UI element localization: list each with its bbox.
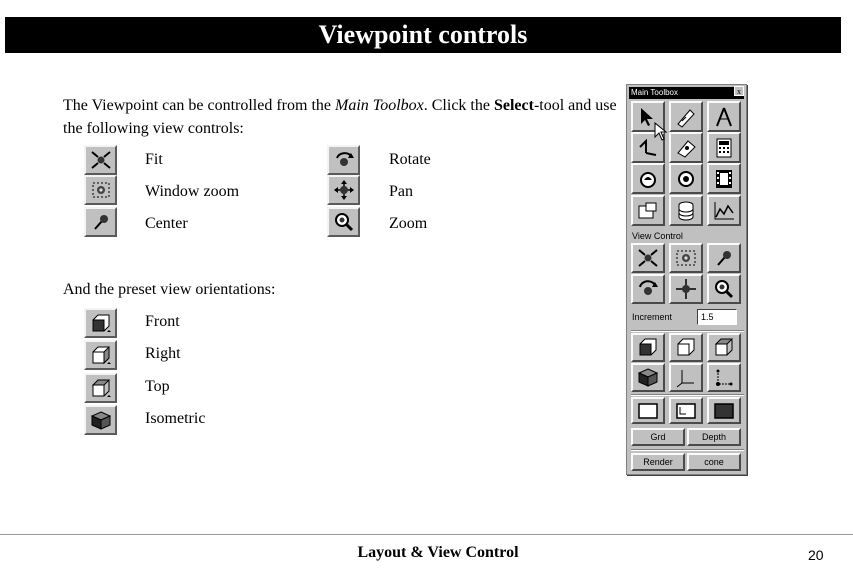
toolbox-title: Main Toolbox [629, 87, 744, 99]
tool-button-8[interactable] [669, 163, 703, 194]
top-view-icon [84, 373, 117, 403]
zoom-label: Zoom [389, 215, 428, 232]
axes-alt-icon [712, 367, 736, 389]
tool-button-7[interactable] [631, 163, 665, 194]
intro-main-toolbox: Main Toolbox [335, 97, 424, 114]
fit-icon [636, 247, 660, 269]
film-icon [712, 168, 736, 190]
window-zoom-icon [674, 247, 698, 269]
toolbox-pan-button[interactable] [669, 274, 703, 304]
window-zoom-icon [84, 175, 117, 205]
toolbox-top-button[interactable] [707, 333, 741, 362]
graph-icon [712, 200, 736, 222]
intro-text-1: The Viewpoint can be controlled from the [63, 97, 335, 114]
axes-icon [674, 367, 698, 389]
toolbox-separator-3 [631, 449, 744, 451]
right-view-icon [674, 337, 698, 359]
increment-label: Increment [632, 312, 673, 322]
rotate-icon [327, 145, 360, 175]
front-label: Front [145, 313, 180, 330]
top-view-icon [712, 337, 736, 359]
toolbox-right-button[interactable] [669, 333, 703, 362]
tool-button-9[interactable] [707, 163, 741, 194]
toolbox-center-button[interactable] [707, 243, 741, 273]
toolbox-front-button[interactable] [631, 333, 665, 362]
center-label: Center [145, 215, 188, 232]
footer-title: Layout & View Control [357, 544, 519, 561]
white-rect-icon [636, 400, 660, 422]
front-view-icon [636, 337, 660, 359]
isometric-label: Isometric [145, 410, 206, 427]
center-icon [712, 247, 736, 269]
database-icon [674, 200, 698, 222]
grd-button[interactable]: Grd [631, 428, 685, 446]
front-view-icon [84, 308, 117, 338]
toolbox-isometric-button[interactable] [631, 363, 665, 392]
fit-icon [84, 145, 117, 175]
toolbox-axes-alt-button[interactable] [707, 363, 741, 392]
calculator-icon [712, 137, 736, 159]
pan-icon [327, 175, 360, 205]
render-button[interactable]: Render [631, 453, 685, 471]
top-label: Top [145, 378, 170, 395]
center-icon [84, 207, 117, 237]
depth-button[interactable]: Depth [687, 428, 741, 446]
view-control-label: View Control [632, 231, 683, 241]
rotate-icon [636, 278, 660, 300]
mouse-cursor-icon [654, 122, 668, 142]
toolbox-window-zoom-button[interactable] [669, 243, 703, 273]
toolbox-close-button[interactable]: x [734, 86, 744, 96]
intro-select: Select [493, 97, 534, 114]
toolbox-axes-button[interactable] [669, 363, 703, 392]
tool-button-2[interactable] [669, 101, 703, 132]
isometric-view-icon [636, 367, 660, 389]
preset-heading: And the preset view orientations: [63, 281, 276, 298]
cone-button[interactable]: cone [687, 453, 741, 471]
pan-label: Pan [389, 183, 413, 200]
intro-text-3: -tool and use the following view controls: [63, 97, 617, 137]
paint-bucket-icon [636, 168, 660, 190]
toolbox-separator [631, 330, 744, 332]
camera-icon [674, 168, 698, 190]
layout-icon [636, 200, 660, 222]
toolbox-rotate-button[interactable] [631, 274, 665, 304]
toolbox-separator-2 [631, 394, 744, 396]
zoom-icon [712, 278, 736, 300]
rotate-label: Rotate [389, 151, 431, 168]
fit-label: Fit [145, 151, 163, 168]
page-title: Viewpoint controls [5, 17, 841, 53]
pencil-icon [674, 106, 698, 128]
compass-icon [712, 106, 736, 128]
right-view-icon [84, 340, 117, 370]
measure-icon [674, 137, 698, 159]
grid-rect-icon [674, 400, 698, 422]
main-toolbox-window [626, 84, 747, 475]
toolbox-background-black-button[interactable] [707, 397, 741, 424]
footer-divider [0, 534, 853, 535]
tool-button-10[interactable] [631, 195, 665, 226]
tool-button-5[interactable] [669, 132, 703, 163]
window-zoom-label: Window zoom [145, 183, 240, 200]
increment-input[interactable]: 1.5 [697, 309, 737, 325]
toolbox-background-white-button[interactable] [631, 397, 665, 424]
pan-icon [674, 278, 698, 300]
isometric-view-icon [84, 405, 117, 435]
zoom-icon [327, 207, 360, 237]
tool-button-11[interactable] [669, 195, 703, 226]
page-number: 20 [808, 547, 824, 563]
toolbox-zoom-button[interactable] [707, 274, 741, 304]
intro-paragraph [63, 94, 623, 140]
toolbox-background-grid-button[interactable] [669, 397, 703, 424]
tool-button-12[interactable] [707, 195, 741, 226]
toolbox-fit-button[interactable] [631, 243, 665, 273]
right-label: Right [145, 345, 181, 362]
tool-button-6[interactable] [707, 132, 741, 163]
intro-text-2: . Click the [423, 97, 494, 114]
black-rect-icon [712, 400, 736, 422]
tool-button-3[interactable] [707, 101, 741, 132]
